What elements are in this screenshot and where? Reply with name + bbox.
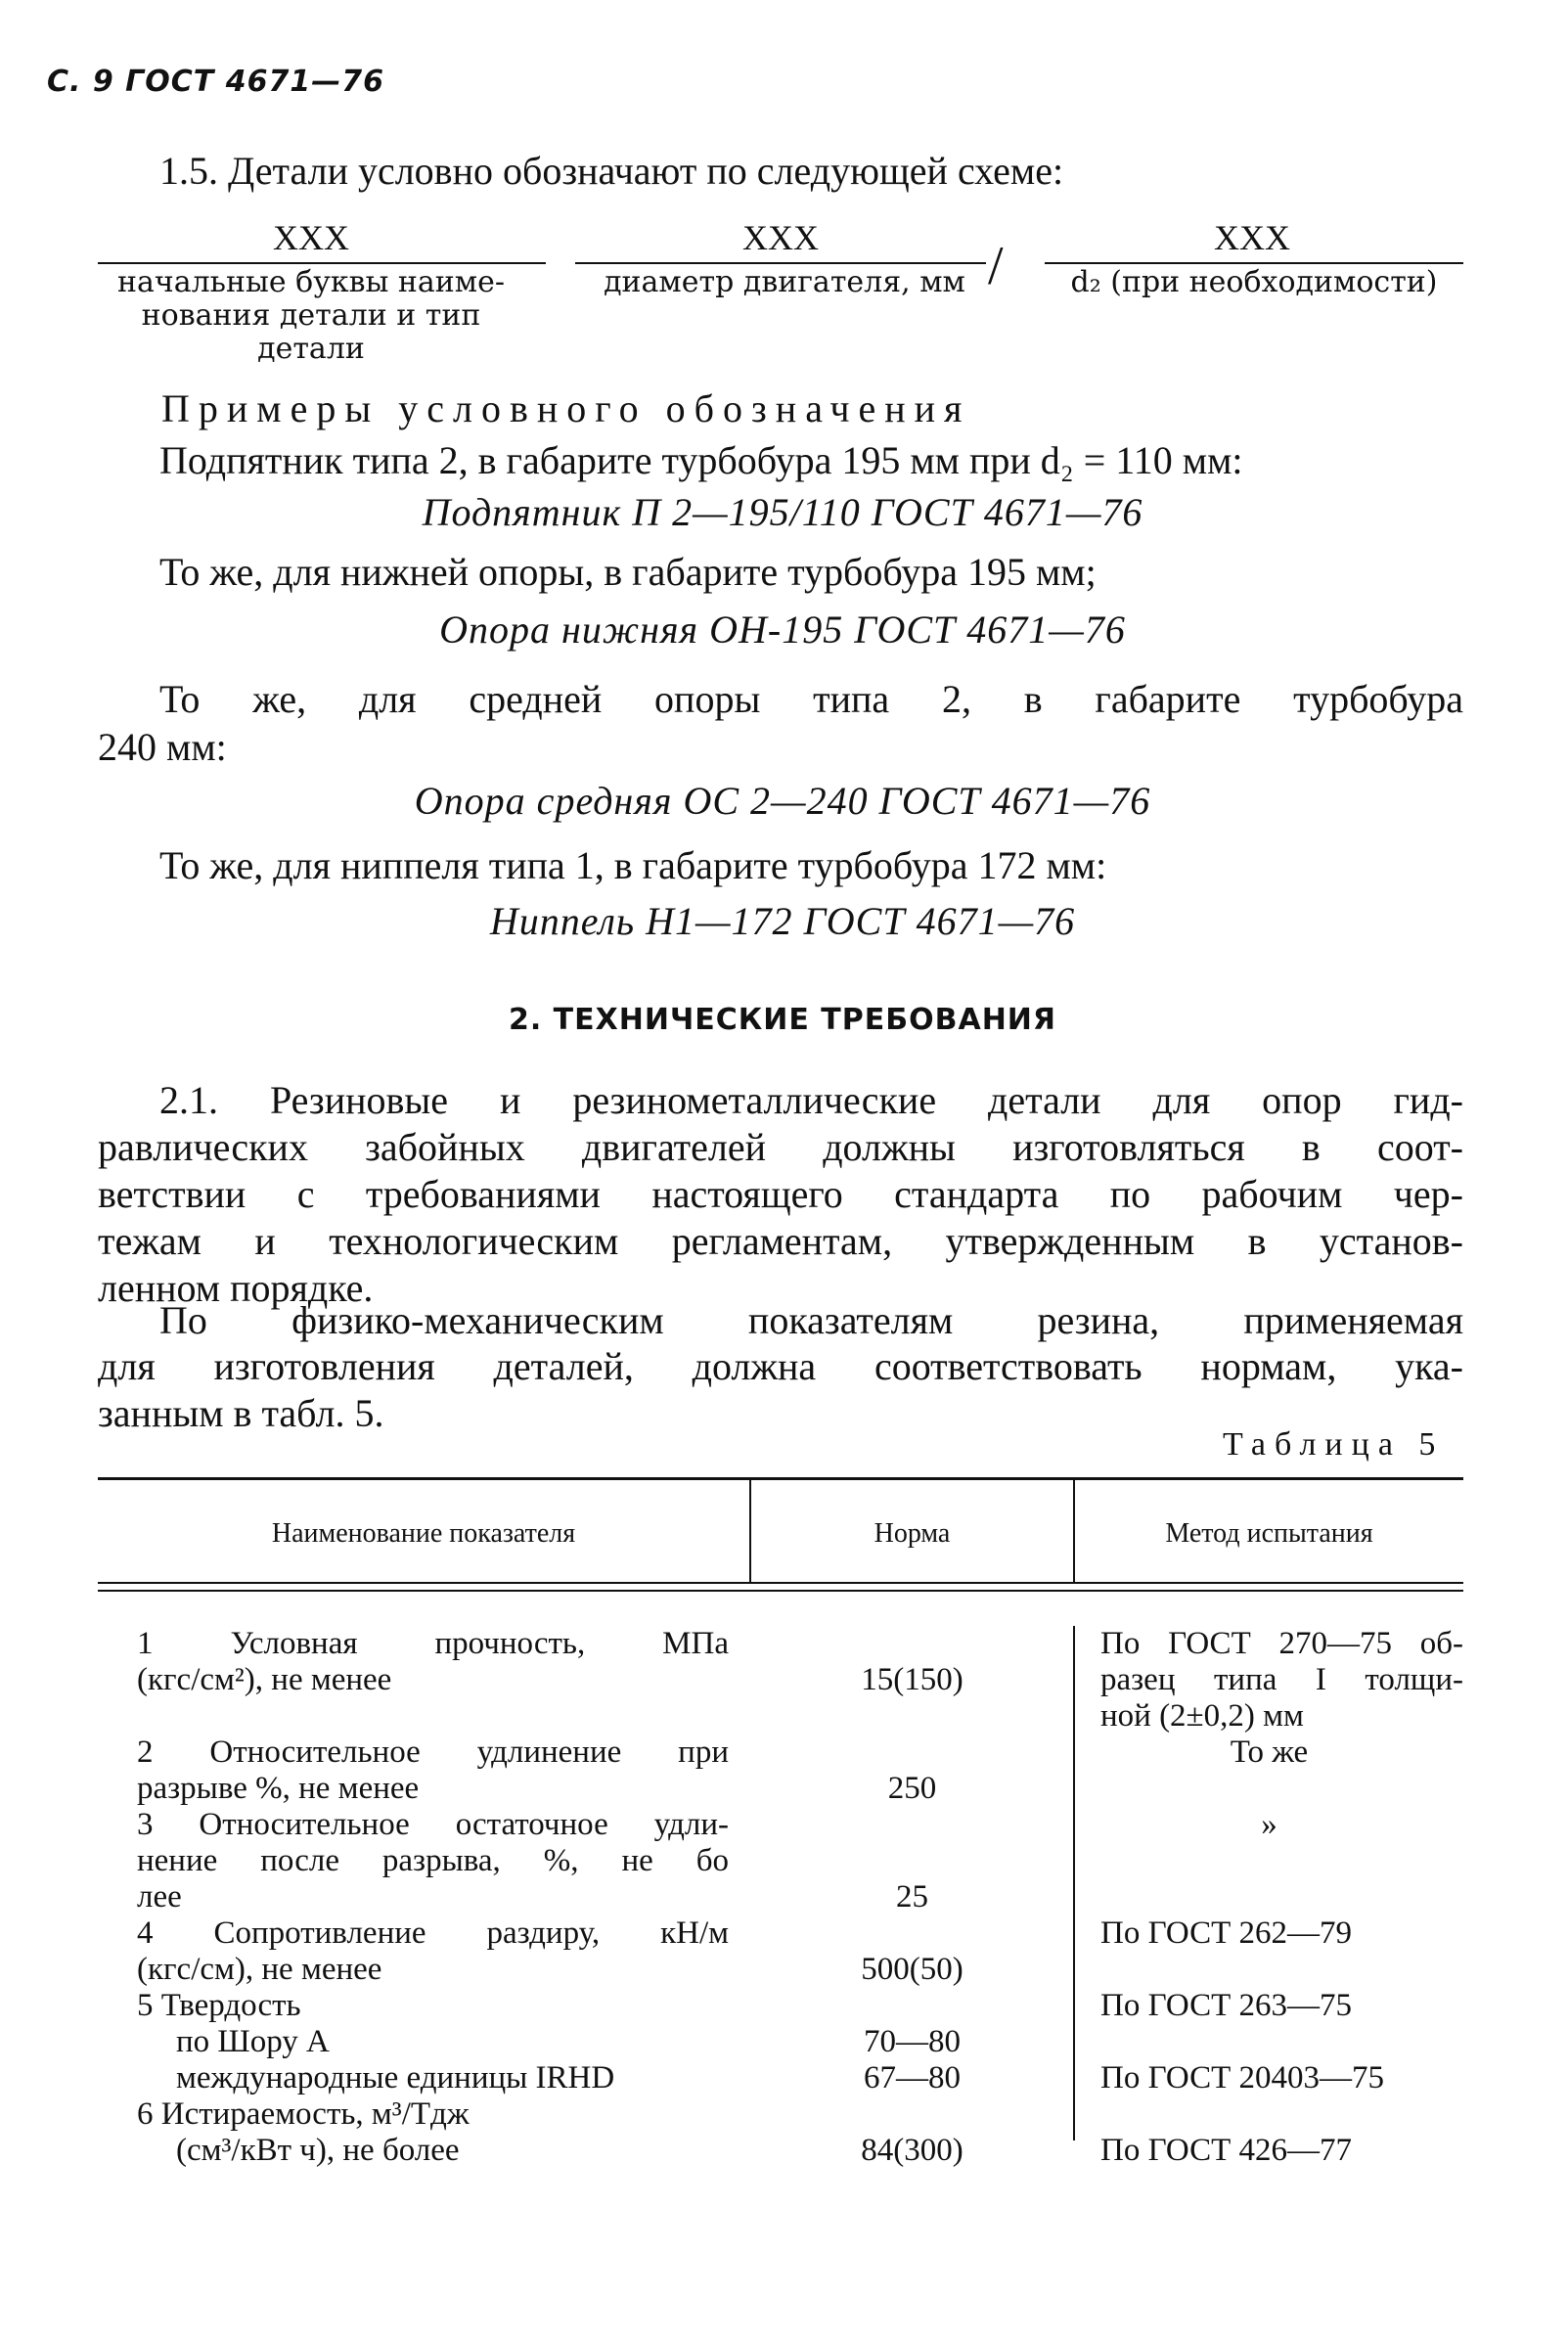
scheme-rule-2 [575,262,986,264]
scheme-code-2: XXX [742,218,819,257]
table-row-2-method: То же [1230,1735,1309,1770]
table-header-rule-2 [98,1590,1463,1592]
example-4-text: То же, для ниппеля типа 1, в габарите турбобура 172 мм: [159,843,1107,887]
scheme-rule-3 [1045,262,1463,264]
section-2-1-line-2: равлических забойных двигателей должны изготовляться в соот- [98,1125,1463,1169]
table-row-3-method: » [1261,1807,1277,1842]
table-row-1-method: По ГОСТ 270—75 об- разец типа I толщи- ной (2±0,2) мм [1100,1626,1463,1734]
table-row-1-name: 1 Условная прочность, МПа (кгс/см²), не менее [137,1626,729,1697]
scheme-code-1: XXX [273,218,349,257]
table-row-2-norm: 250 [887,1771,937,1806]
example-3-designation: Опора средняя ОС 2—240 ГОСТ 4671—76 [414,779,1151,823]
section-1-5-intro: 1.5. Детали условно обозначают по следующей схеме: [159,149,1064,193]
example-3-text-line-1: То же, для средней опоры типа 2, в габарите турбобура [159,677,1463,721]
table-header-rule-1 [98,1582,1463,1584]
table-row-4-norm: 500(50) [861,1952,963,1987]
example-2-text: То же, для нижней опоры, в габарите турбобура 195 мм; [159,550,1097,594]
table-row-4-method: По ГОСТ 262—79 [1100,1915,1352,1951]
table-top-rule [98,1477,1463,1480]
table-header-name: Наименование показателя [271,1518,576,1549]
example-3-text-line-2: 240 мм: [98,725,227,769]
table-row-5-name: 5 Твердость по Шору А международные единицы IRHD [137,1988,615,2095]
example-4-designation: Ниппель Н1—172 ГОСТ 4671—76 [489,899,1076,943]
scheme-label-1: начальные буквы наиме- нования детали и тип детали [116,265,506,366]
examples-heading: Примеры условного обозначения [161,386,971,430]
section-2-title: 2. ТЕХНИЧЕСКИЕ ТРЕБОВАНИЯ [508,1003,1057,1037]
scheme-label-2: диаметр двигателя, мм [604,265,965,299]
table-caption: Таблица 5 [1223,1426,1445,1463]
table-col-divider-body [1073,1626,1075,2140]
section-2-1-p2-line-1: По физико-механическим показателям резина, применяемая [159,1298,1463,1342]
table-row-5-method: По ГОСТ 263—75 По ГОСТ 20403—75 [1100,1988,1384,2095]
example-2-designation: Опора нижняя ОН-195 ГОСТ 4671—76 [439,608,1126,652]
section-2-1-p2-line-2: для изготовления деталей, должна соответствовать нормам, ука- [98,1344,1463,1388]
table-header-norm: Норма [874,1518,951,1549]
table-row-1-norm: 15(150) [861,1662,963,1697]
section-2-1-line-3: ветствии с требованиями настоящего стандарта по рабочим чер- [98,1172,1463,1216]
table-row-3-norm: 25 [896,1879,928,1915]
table-row-6-norm: 84(300) [861,2133,963,2168]
example-1-text: Подпятник типа 2, в габарите турбобура 195 мм при d₂ = 110 мм: [159,438,1243,482]
table-header-method: Метод испытания [1165,1518,1373,1549]
scheme-separator: / [988,236,1004,296]
table-row-6-method: По ГОСТ 426—77 [1100,2133,1352,2168]
table-row-6-name: 6 Истираемость, м³/Тдж (см³/кВт ч), не более [137,2096,470,2168]
page-header: С. 9 ГОСТ 4671—76 [47,65,384,99]
table-row-2-name: 2 Относительное удлинение при разрыве %, не менее [137,1735,729,1806]
table-row-5-norm: 70—80 67—80 [864,2024,961,2095]
section-2-1-line-1: 2.1. Резиновые и резинометаллические детали для опор гид- [159,1078,1463,1122]
section-2-1-line-4: тежам и технологическим регламентам, утвержденным в установ- [98,1219,1463,1263]
section-2-1-p2-line-3: занным в табл. 5. [98,1391,384,1435]
section-2-1-line-5: ленном порядке. [98,1266,374,1310]
scheme-rule-1 [98,262,546,264]
table-row-3-name: 3 Относительное остаточное удли- нение после разрыва, %, не бо лее [137,1807,729,1915]
example-1-designation: Подпятник П 2—195/110 ГОСТ 4671—76 [422,490,1143,534]
scheme-code-3: XXX [1214,218,1290,257]
table-row-4-name: 4 Сопротивление раздиру, кН/м (кгс/см), не менее [137,1915,729,1987]
scheme-label-3: d₂ (при необходимости) [1070,265,1438,299]
